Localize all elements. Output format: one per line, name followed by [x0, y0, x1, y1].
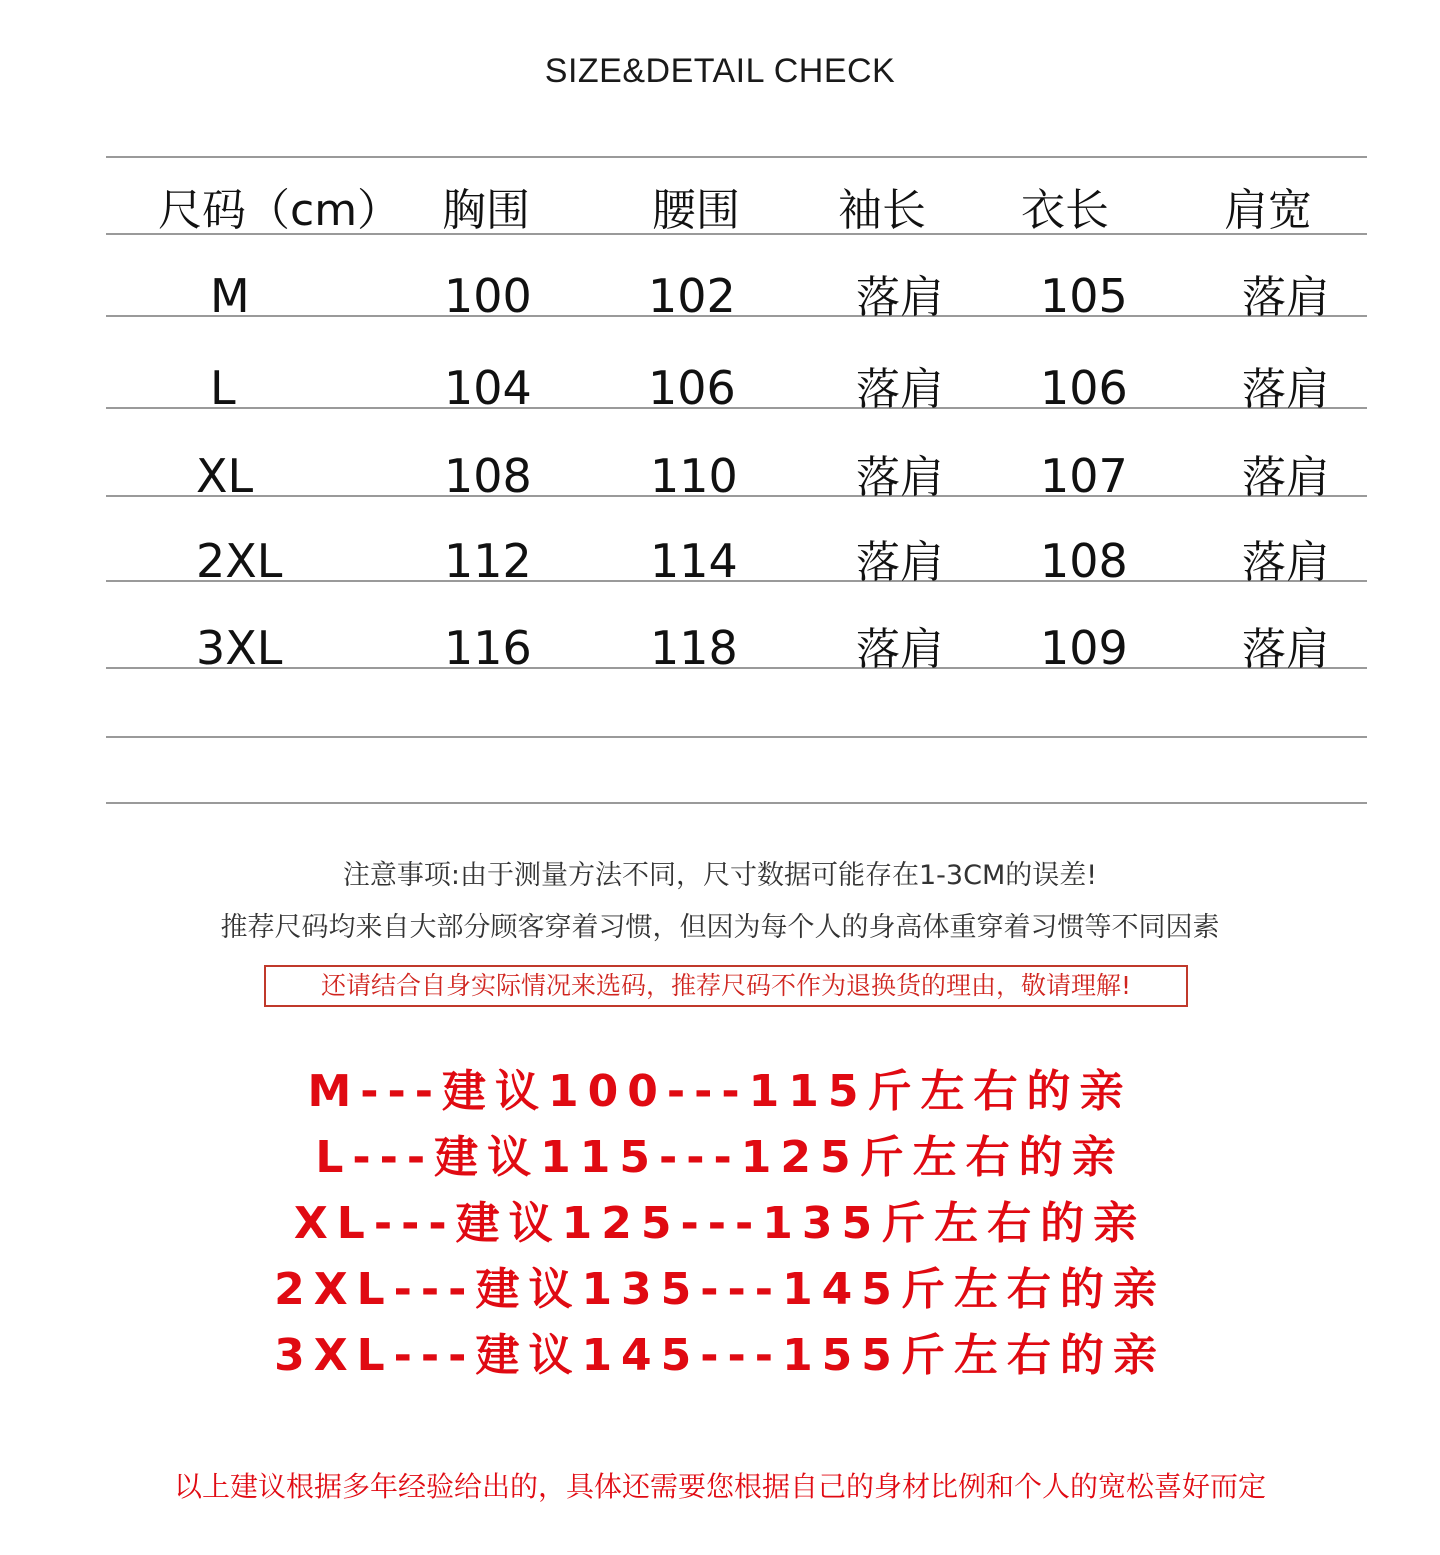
note-recommendation: 推荐尺码均来自大部分顾客穿着习惯，但因为每个人的身高体重穿着习惯等不同因素	[220, 912, 1220, 943]
table-rule-top	[106, 156, 1367, 158]
header-chest: 胸围	[442, 185, 530, 236]
page-title: SIZE&DETAIL CHECK	[544, 52, 896, 90]
table-cell-length: 107	[1040, 449, 1128, 503]
table-cell-sleeve: 落肩	[856, 537, 944, 588]
recommendation-line: L---建议115---125斤左右的亲	[315, 1132, 1125, 1183]
recommendation-line: XL---建议125---135斤左右的亲	[293, 1198, 1147, 1249]
table-cell-sleeve: 落肩	[856, 364, 944, 415]
table-cell-chest: 112	[444, 534, 532, 588]
table-cell-size: XL	[196, 449, 254, 503]
header-sleeve: 袖长	[838, 185, 926, 236]
table-cell-shoulder: 落肩	[1242, 364, 1330, 415]
table-cell-length: 108	[1040, 534, 1128, 588]
table-cell-size: 2XL	[196, 534, 283, 588]
header-waist: 腰围	[652, 185, 740, 236]
table-cell-waist: 110	[650, 449, 738, 503]
table-cell-size: 3XL	[196, 621, 283, 675]
table-cell-shoulder: 落肩	[1242, 272, 1330, 323]
table-cell-length: 109	[1040, 621, 1128, 675]
table-rule-bottom	[106, 802, 1367, 804]
table-cell-chest: 104	[444, 361, 532, 415]
table-cell-size: M	[210, 269, 250, 323]
recommendation-line: 2XL---建议135---145斤左右的亲	[274, 1264, 1166, 1315]
header-length: 衣长	[1021, 185, 1109, 236]
table-cell-shoulder: 落肩	[1242, 624, 1330, 675]
table-rule-row	[106, 736, 1367, 738]
recommendation-line: 3XL---建议145---155斤左右的亲	[274, 1330, 1166, 1381]
table-cell-sleeve: 落肩	[856, 624, 944, 675]
table-cell-chest: 108	[444, 449, 532, 503]
header-shoulder: 肩宽	[1224, 185, 1312, 236]
table-cell-length: 106	[1040, 361, 1128, 415]
recommendation-line: M---建议100---115斤左右的亲	[307, 1066, 1133, 1117]
table-cell-sleeve: 落肩	[856, 272, 944, 323]
table-cell-waist: 118	[650, 621, 738, 675]
table-cell-size: L	[210, 361, 236, 415]
note-measurement: 注意事项:由于测量方法不同，尺寸数据可能存在1-3CM的误差!	[342, 860, 1098, 891]
table-rule-row	[106, 407, 1367, 409]
header-size: 尺码（cm）	[158, 185, 402, 236]
table-cell-waist: 102	[648, 269, 736, 323]
table-cell-sleeve: 落肩	[856, 452, 944, 503]
table-rule-row	[106, 315, 1367, 317]
table-cell-waist: 114	[650, 534, 738, 588]
table-cell-chest: 100	[444, 269, 532, 323]
table-cell-chest: 116	[444, 621, 532, 675]
footer-note: 以上建议根据多年经验给出的，具体还需要您根据自己的身材比例和个人的宽松喜好而定	[173, 1470, 1266, 1503]
table-cell-shoulder: 落肩	[1242, 452, 1330, 503]
warning-box: 还请结合自身实际情况来选码，推荐尺码不作为退换货的理由，敬请理解!	[264, 965, 1188, 1007]
table-cell-length: 105	[1040, 269, 1128, 323]
table-cell-shoulder: 落肩	[1242, 537, 1330, 588]
table-cell-waist: 106	[648, 361, 736, 415]
